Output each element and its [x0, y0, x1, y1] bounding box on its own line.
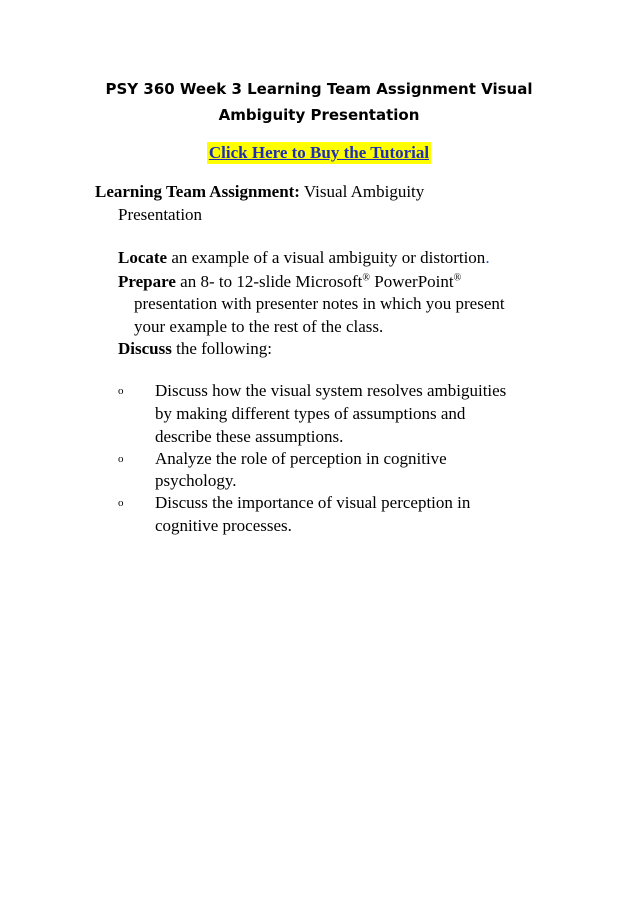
registered-mark-2: ®: [453, 272, 462, 284]
document-title-line1: PSY 360 Week 3 Learning Team Assignment Visual: [105, 80, 533, 98]
bullet-item1-line1: Discuss how the visual system resolves ambiguities: [155, 381, 507, 400]
prepare-instruction: [118, 270, 461, 294]
prepare-text1: an 8- to 12-slide Microsoft: [175, 272, 363, 291]
locate-text: an example of a visual ambiguity or distortion: [167, 248, 486, 267]
bullet-item3-line1: Discuss the importance of visual perception in: [155, 493, 471, 512]
discuss-bold: Discuss: [118, 339, 172, 358]
bullet-item2-line1: Analyze the role of perception in cognitive: [155, 449, 447, 468]
document-title-line2: Ambiguity Presentation: [218, 106, 420, 124]
assignment-heading-bold: Learning Team Assignment:: [95, 182, 300, 201]
prepare-bold: Prepare: [118, 272, 176, 291]
bullet-item3-line2: cognitive processes.: [155, 516, 292, 535]
discuss-text: the following:: [171, 339, 272, 358]
buy-tutorial-link[interactable]: Click Here to Buy the Tutorial: [208, 143, 430, 162]
locate-instruction: [118, 246, 490, 270]
locate-period: .: [485, 248, 490, 267]
bullet-item1-line3: describe these assumptions.: [155, 427, 344, 446]
discuss-instruction: [118, 337, 272, 361]
bullet-item2-line2: psychology.: [155, 471, 237, 490]
assignment-heading-line2: Presentation: [118, 205, 203, 224]
registered-mark-1: ®: [362, 272, 371, 284]
bullet-marker: o: [118, 453, 124, 465]
bullet-marker: o: [118, 385, 124, 397]
bullet-marker: o: [118, 497, 124, 509]
assignment-heading: [95, 180, 424, 204]
prepare-line2: presentation with presenter notes in which you present: [134, 294, 505, 313]
assignment-heading-rest: Visual Ambiguity: [299, 182, 425, 201]
locate-bold: Locate: [118, 248, 168, 267]
prepare-line3: your example to the rest of the class.: [134, 317, 384, 336]
bullet-item1-line2: by making different types of assumptions and: [155, 404, 466, 423]
prepare-text2: PowerPoint: [370, 272, 454, 291]
tutorial-link-row: [0, 142, 638, 164]
